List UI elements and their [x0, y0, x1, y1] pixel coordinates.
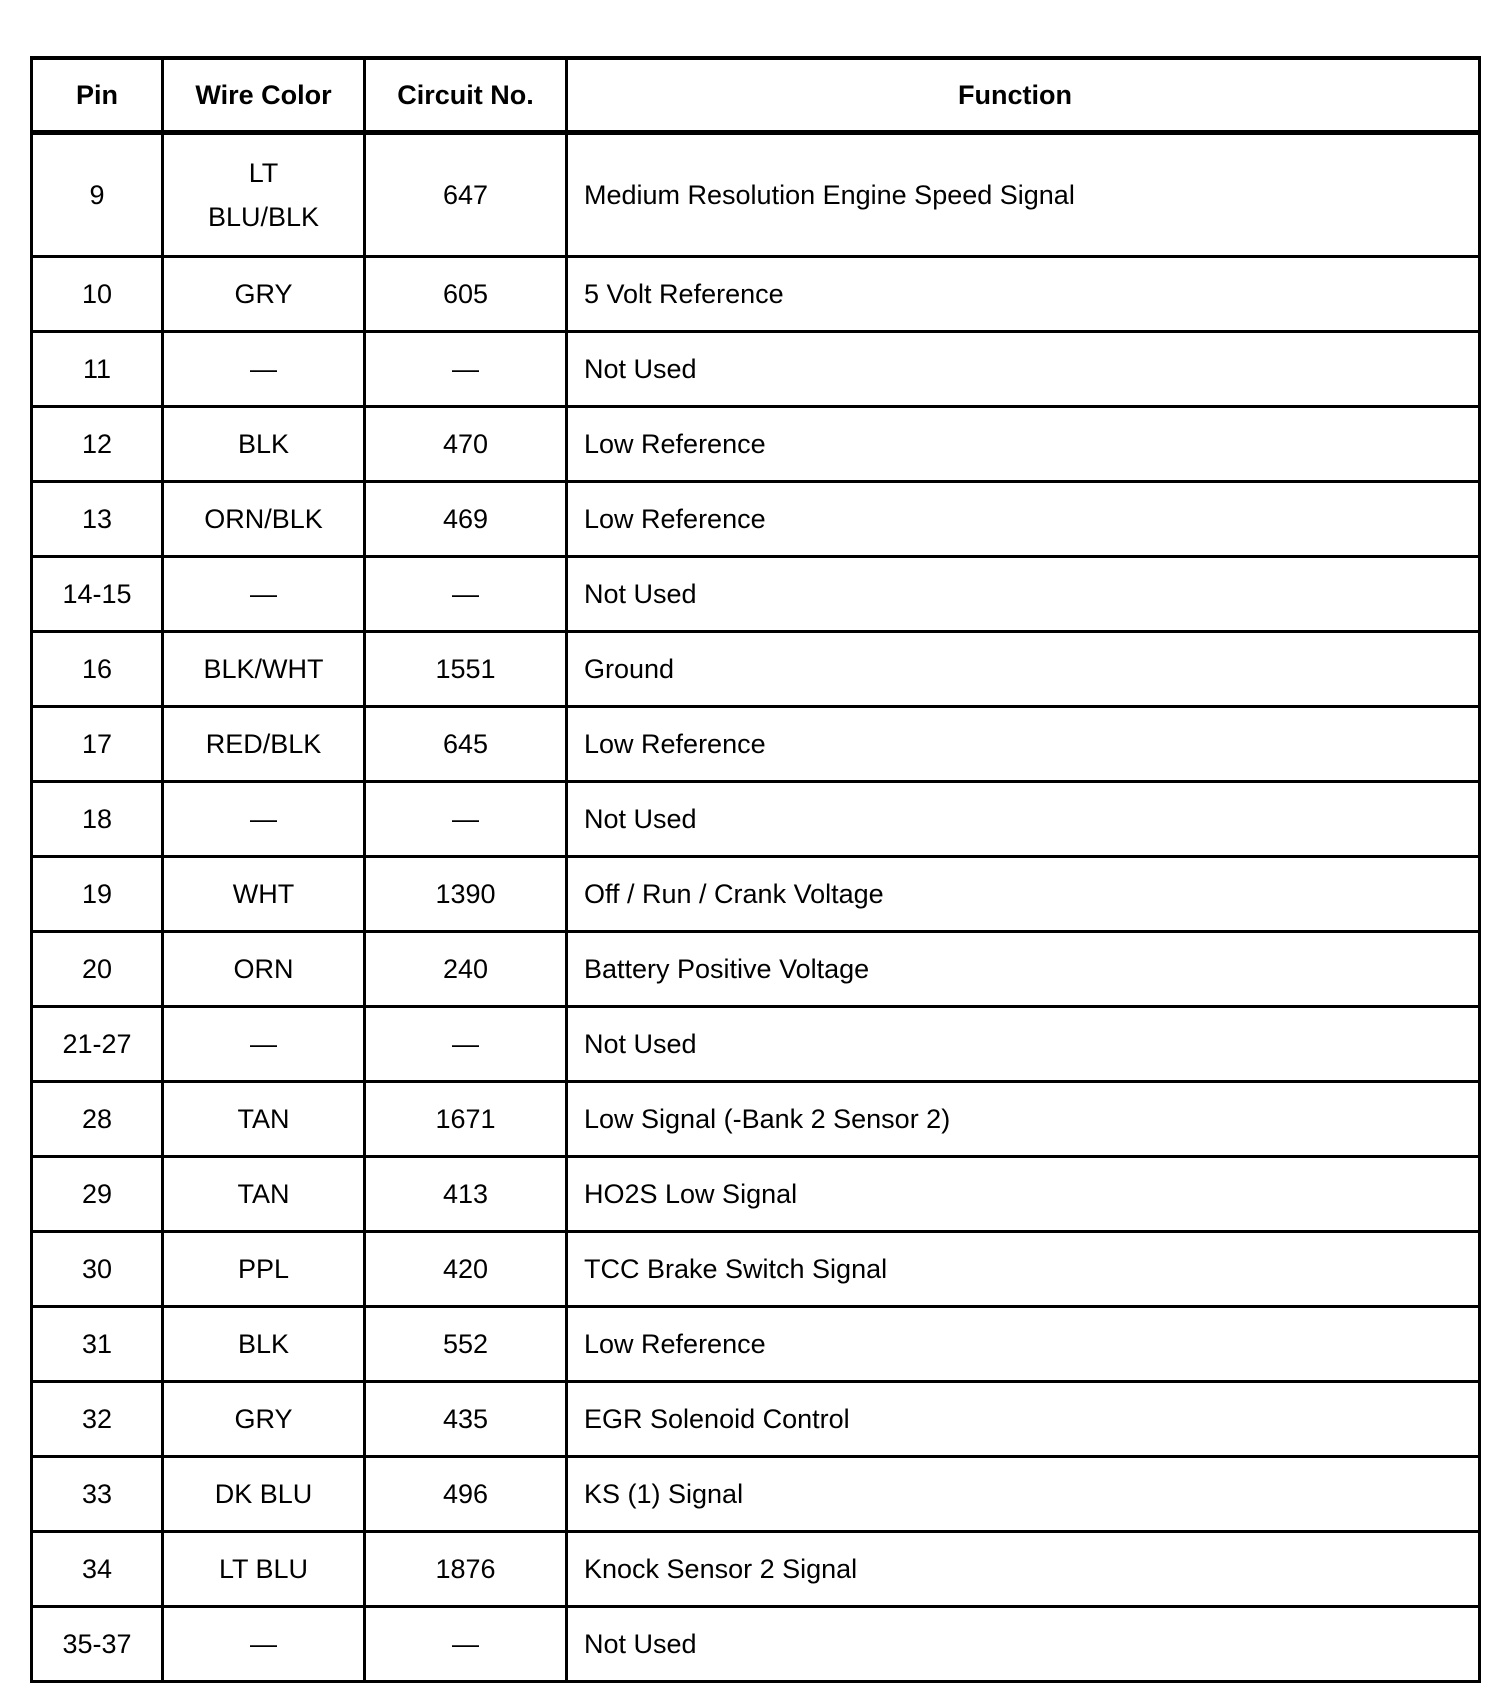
pin-cell: 20	[32, 932, 163, 1007]
function-cell: EGR Solenoid Control	[567, 1382, 1480, 1457]
table-header-row	[32, 58, 1480, 133]
table-row	[32, 1007, 1480, 1082]
function-cell: HO2S Low Signal	[567, 1157, 1480, 1232]
function-cell: KS (1) Signal	[567, 1457, 1480, 1532]
function-cell: Knock Sensor 2 Signal	[567, 1532, 1480, 1607]
table-row	[32, 1157, 1480, 1232]
circuit-cell: —	[365, 1607, 567, 1682]
table-row	[32, 332, 1480, 407]
circuit-cell: 496	[365, 1457, 567, 1532]
circuit-cell: 469	[365, 482, 567, 557]
circuit-cell: 413	[365, 1157, 567, 1232]
wire-color-cell: ORN/BLK	[163, 482, 365, 557]
wire-color-cell: GRY	[163, 1382, 365, 1457]
circuit-cell: —	[365, 1007, 567, 1082]
pin-cell: 33	[32, 1457, 163, 1532]
table-row	[32, 482, 1480, 557]
wire-color-cell: LT BLU	[163, 1532, 365, 1607]
wire-color-cell: BLK/WHT	[163, 632, 365, 707]
circuit-cell: 1876	[365, 1532, 567, 1607]
pin-cell: 13	[32, 482, 163, 557]
header-circuit-no: Circuit No.	[365, 58, 567, 133]
wire-color-cell: TAN	[163, 1157, 365, 1232]
circuit-cell: 1671	[365, 1082, 567, 1157]
function-cell: Medium Resolution Engine Speed Signal	[567, 133, 1480, 257]
table-row	[32, 1082, 1480, 1157]
wire-color-cell: WHT	[163, 857, 365, 932]
pin-cell: 9	[32, 133, 163, 257]
circuit-cell: —	[365, 557, 567, 632]
table-row	[32, 1232, 1480, 1307]
function-cell: Off / Run / Crank Voltage	[567, 857, 1480, 932]
wire-color-cell: ORN	[163, 932, 365, 1007]
table-row	[32, 1457, 1480, 1532]
function-cell: Not Used	[567, 782, 1480, 857]
table-row	[32, 133, 1480, 257]
function-cell: 5 Volt Reference	[567, 257, 1480, 332]
connector-pinout-table	[30, 56, 1481, 1683]
function-cell: Low Reference	[567, 407, 1480, 482]
pin-cell: 34	[32, 1532, 163, 1607]
function-cell: Low Signal (-Bank 2 Sensor 2)	[567, 1082, 1480, 1157]
circuit-cell: 552	[365, 1307, 567, 1382]
circuit-cell: —	[365, 332, 567, 407]
circuit-cell: 435	[365, 1382, 567, 1457]
function-cell: Battery Positive Voltage	[567, 932, 1480, 1007]
wire-color-cell: —	[163, 557, 365, 632]
circuit-cell: 470	[365, 407, 567, 482]
table-row	[32, 1607, 1480, 1682]
function-cell: Not Used	[567, 1007, 1480, 1082]
table-row	[32, 257, 1480, 332]
table-row	[32, 932, 1480, 1007]
wire-color-cell: —	[163, 1607, 365, 1682]
circuit-cell: 645	[365, 707, 567, 782]
function-cell: Low Reference	[567, 707, 1480, 782]
function-cell: TCC Brake Switch Signal	[567, 1232, 1480, 1307]
pin-cell: 12	[32, 407, 163, 482]
function-cell: Ground	[567, 632, 1480, 707]
pin-cell: 16	[32, 632, 163, 707]
circuit-cell: 605	[365, 257, 567, 332]
pin-cell: 18	[32, 782, 163, 857]
table-row	[32, 782, 1480, 857]
wire-color-cell: GRY	[163, 257, 365, 332]
header-function: Function	[567, 58, 1480, 133]
function-cell: Low Reference	[567, 1307, 1480, 1382]
circuit-cell: 1390	[365, 857, 567, 932]
table-row	[32, 707, 1480, 782]
pin-cell: 31	[32, 1307, 163, 1382]
pin-cell: 35-37	[32, 1607, 163, 1682]
pin-cell: 19	[32, 857, 163, 932]
circuit-cell: —	[365, 782, 567, 857]
wire-color-cell	[163, 133, 365, 257]
function-cell: Low Reference	[567, 482, 1480, 557]
table-row	[32, 857, 1480, 932]
wire-color-cell: BLK	[163, 1307, 365, 1382]
wire-color-cell: TAN	[163, 1082, 365, 1157]
wire-color-cell: BLK	[163, 407, 365, 482]
pin-cell: 28	[32, 1082, 163, 1157]
pin-cell: 30	[32, 1232, 163, 1307]
wire-color-cell: DK BLU	[163, 1457, 365, 1532]
pin-cell: 11	[32, 332, 163, 407]
table-row	[32, 632, 1480, 707]
function-cell: Not Used	[567, 332, 1480, 407]
pin-cell: 21-27	[32, 1007, 163, 1082]
pin-cell: 29	[32, 1157, 163, 1232]
pin-cell: 32	[32, 1382, 163, 1457]
function-cell: Not Used	[567, 557, 1480, 632]
table-row	[32, 557, 1480, 632]
wire-color-cell: PPL	[163, 1232, 365, 1307]
wire-color-cell: —	[163, 782, 365, 857]
function-cell: Not Used	[567, 1607, 1480, 1682]
table-row	[32, 1382, 1480, 1457]
circuit-cell: 1551	[365, 632, 567, 707]
header-wire-color: Wire Color	[163, 58, 365, 133]
wire-color-cell: —	[163, 1007, 365, 1082]
wire-color-cell: —	[163, 332, 365, 407]
pin-cell: 10	[32, 257, 163, 332]
pin-cell: 14-15	[32, 557, 163, 632]
circuit-cell: 240	[365, 932, 567, 1007]
pin-cell: 17	[32, 707, 163, 782]
wire-color-cell: RED/BLK	[163, 707, 365, 782]
table-row	[32, 407, 1480, 482]
table-row	[32, 1532, 1480, 1607]
table-row	[32, 1307, 1480, 1382]
header-pin: Pin	[32, 58, 163, 133]
circuit-cell: 647	[365, 133, 567, 257]
wire-color-line: LT	[248, 158, 279, 188]
wire-color-line: BLU/BLK	[207, 202, 320, 232]
circuit-cell: 420	[365, 1232, 567, 1307]
